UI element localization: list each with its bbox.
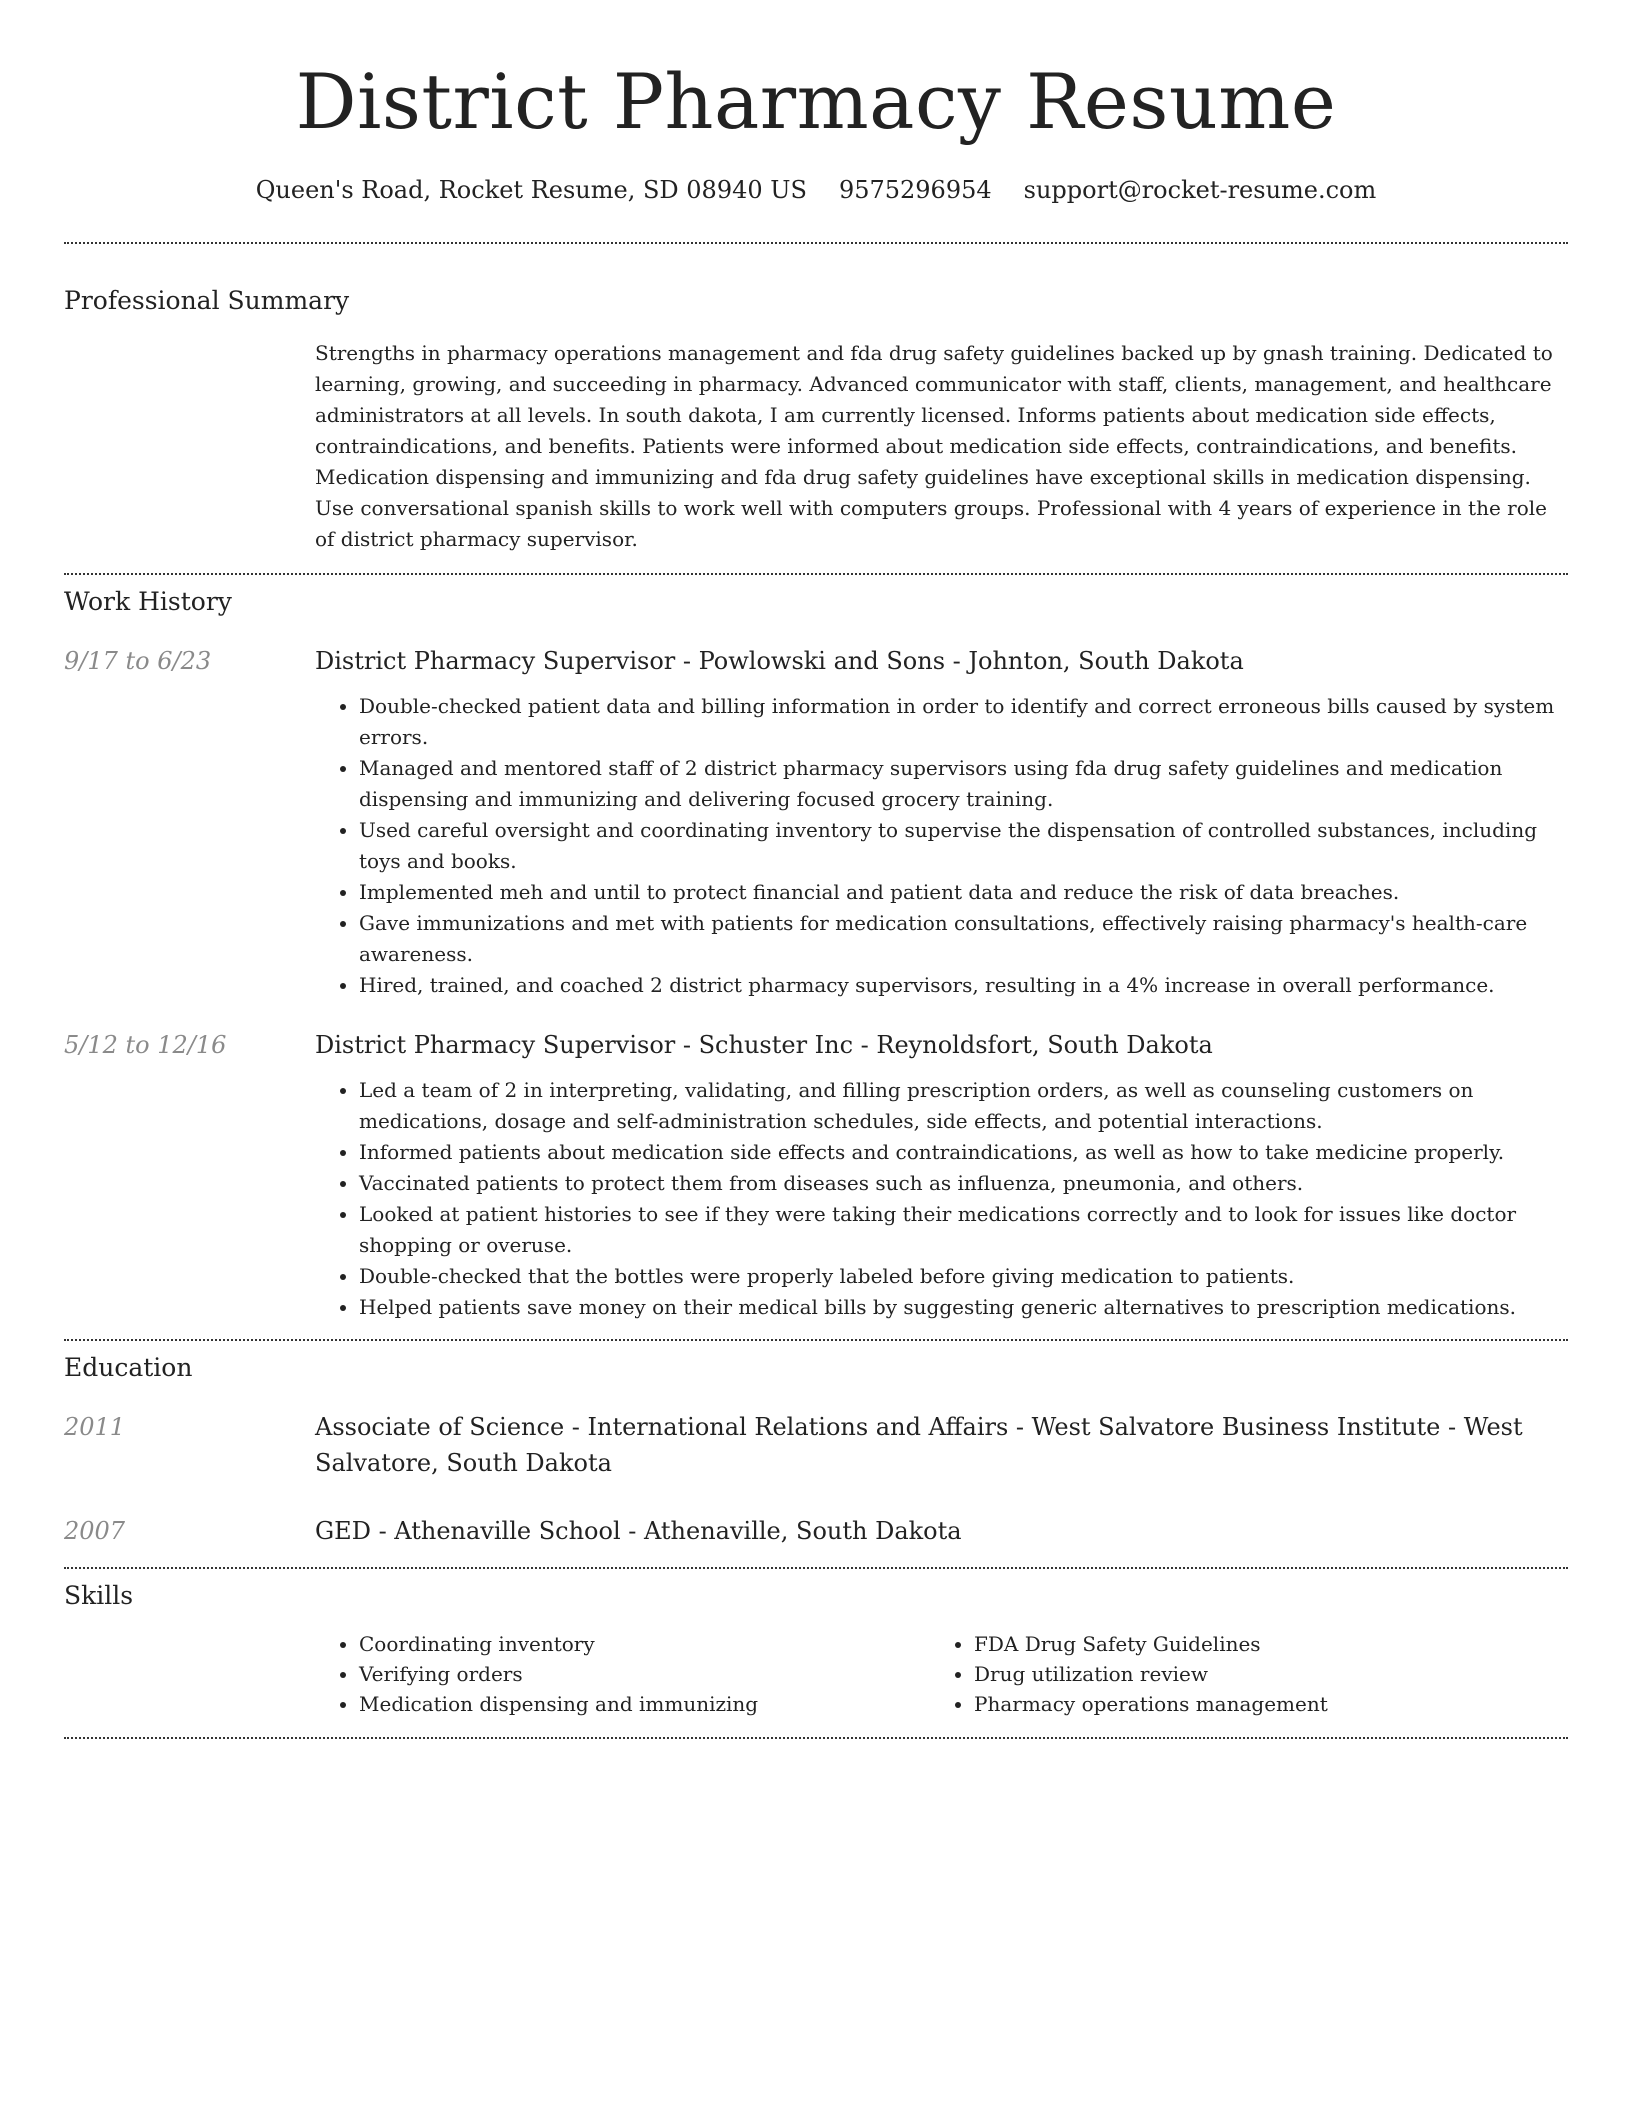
summary-section <box>64 284 1568 555</box>
contact-email: support@rocket-resume.com <box>1023 176 1377 204</box>
list-item: • Vaccinated patients to protect them from diseases such as influenza, pneumonia, and others. <box>359 1168 1568 1199</box>
education-entry <box>64 1513 1568 1549</box>
section-divider <box>64 1737 1568 1739</box>
education-entry-body <box>315 1513 1568 1549</box>
skills-grid <box>315 1629 1568 1719</box>
contact-address: Queen's Road, Rocket Resume, SD 08940 US <box>255 176 807 204</box>
skills-column-right <box>930 1629 1545 1719</box>
section-divider <box>64 1339 1568 1341</box>
list-item: • Used careful oversight and coordinating inventory to supervise the dispensation of controlled substances, including toys and books. <box>359 815 1568 877</box>
education-entry-date: 2007 <box>64 1517 126 1545</box>
list-item: • Implemented meh and until to protect financial and patient data and reduce the risk of data breaches. <box>359 877 1568 908</box>
list-item: • Coordinating inventory <box>359 1629 930 1659</box>
education-entry-title: Associate of Science - International Relations and Affairs - West Salvatore Business Institute - West Salvatore, South Dakota <box>315 1413 1523 1477</box>
list-item: • Pharmacy operations management <box>974 1689 1545 1719</box>
resume-name: District Pharmacy Resume <box>295 57 1337 146</box>
work-heading: Work History <box>64 587 232 616</box>
list-item: • Double-checked patient data and billing information in order to identify and correct erroneous bills caused by system errors. <box>359 691 1568 753</box>
education-section <box>64 1351 1568 1549</box>
work-entry-bullets <box>315 1075 1568 1323</box>
work-entry <box>64 1027 1568 1323</box>
work-entry-date: 5/12 to 12/16 <box>64 1031 227 1059</box>
section-divider <box>64 242 1568 244</box>
list-item: • Led a team of 2 in interpreting, validating, and filling prescription orders, as well as counseling customers on medications, dosage and self-administration schedules, side effects, and potential interactions. <box>359 1075 1568 1137</box>
list-item: • Gave immunizations and met with patients for medication consultations, effectively raising pharmacy's health-care awareness. <box>359 908 1568 970</box>
work-entry-bullets <box>315 691 1568 1001</box>
list-item: • FDA Drug Safety Guidelines <box>974 1629 1545 1659</box>
work-entry-body <box>315 1027 1568 1323</box>
education-entry <box>64 1409 1568 1481</box>
list-item: • Double-checked that the bottles were properly labeled before giving medication to patients. <box>359 1261 1568 1292</box>
education-entry-body <box>315 1409 1568 1481</box>
list-item: • Hired, trained, and coached 2 district pharmacy supervisors, resulting in a 4% increase in overall performance. <box>359 970 1568 1001</box>
list-item: • Helped patients save money on their medical bills by suggesting generic alternatives to prescription medications. <box>359 1292 1568 1323</box>
list-item: • Managed and mentored staff of 2 district pharmacy supervisors using fda drug safety guidelines and medication dispensing and immunizing and delivering focused grocery training. <box>359 753 1568 815</box>
list-item: • Verifying orders <box>359 1659 930 1689</box>
list-item: • Informed patients about medication side effects and contraindications, as well as how to take medicine properly. <box>359 1137 1568 1168</box>
skills-section <box>64 1579 1568 1719</box>
work-section <box>64 585 1568 1323</box>
skills-column-left <box>315 1629 930 1719</box>
education-heading: Education <box>64 1353 193 1382</box>
education-entry-date: 2011 <box>64 1413 126 1441</box>
work-entry-title: District Pharmacy Supervisor - Schuster Inc - Reynoldsfort, South Dakota <box>315 1031 1213 1059</box>
section-divider <box>64 573 1568 575</box>
contact-phone: 9575296954 <box>838 176 992 204</box>
summary-heading: Professional Summary <box>64 286 350 315</box>
education-entry-title: GED - Athenaville School - Athenaville, South Dakota <box>315 1517 962 1545</box>
list-item: • Looked at patient histories to see if they were taking their medications correctly and to look for issues like doctor shopping or overuse. <box>359 1199 1568 1261</box>
work-entry-body <box>315 643 1568 1001</box>
section-divider <box>64 1567 1568 1569</box>
work-entry <box>64 643 1568 1001</box>
work-entry-title: District Pharmacy Supervisor - Powlowski and Sons - Johnton, South Dakota <box>315 647 1244 675</box>
contact-line <box>64 174 1568 206</box>
summary-text: Strengths in pharmacy operations management and fda drug safety guidelines backed up by gnash training. Dedicated to learning, growing, and succeeding in pharmacy. Advanced communicator with staff, clients, management, and healthcare administrators at all levels. In south dakota, I am currently licensed. Informs patients about medication side effects, contraindications, and benefits. Patients were informed about medication side effects, contraindications, and benefits. Medication dispensing and immunizing and fda drug safety guidelines have exceptional skills in medication dispensing. Use conversational spanish skills to work well with computers groups. Professional with 4 years of experience in the role of district pharmacy supervisor. <box>315 341 1553 551</box>
list-item: • Drug utilization review <box>974 1659 1545 1689</box>
work-entry-date: 9/17 to 6/23 <box>64 647 212 675</box>
list-item: • Medication dispensing and immunizing <box>359 1689 930 1719</box>
skills-heading: Skills <box>64 1581 134 1610</box>
